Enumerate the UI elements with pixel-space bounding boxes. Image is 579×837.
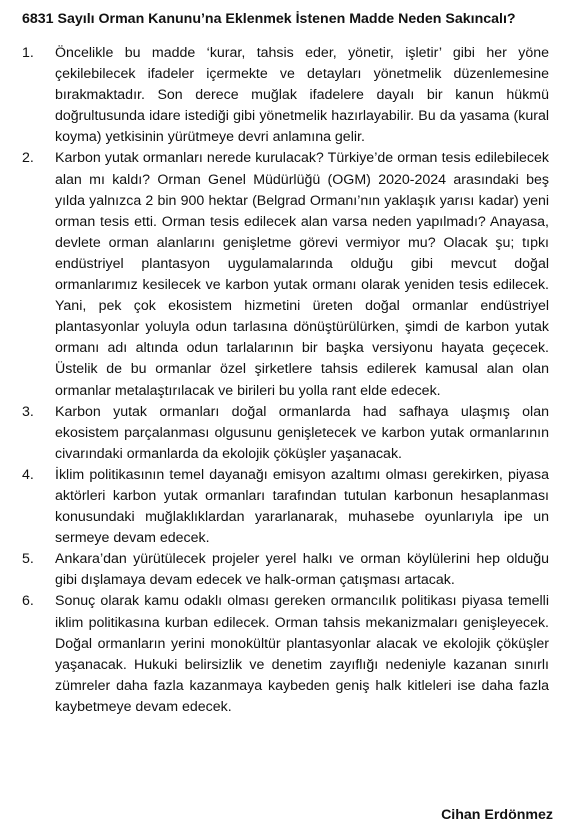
list-item-text: Öncelikle bu madde ‘kurar, tahsis eder, yönetir, işletir’ gibi her yöne çekilebilecek ifadeler içermekte ve detayları yönetmelik düzenlemesine bırakmaktadır. Son derece muğlak ifadelere dayalı bir kanun hükmü doğrultusunda idare istediği gibi yönetmelik hazırlayabilir. Bu da yasama (kural koyma) yetkisinin yürütmeye devri anlamına gelir. [55,45,549,146]
author-name: Cihan Erdönmez [441,807,553,823]
list-item-number: 1. [22,45,34,61]
list-item [22,549,549,591]
list-item-number: 3. [22,403,34,420]
list-item-number: 6. [22,593,34,610]
list-item [22,148,549,401]
list-item-text: Karbon yutak ormanları nerede kurulacak? Türkiye’de orman tesis edilebilecek alan mı kaldı? Orman Genel Müdürlüğü (OGM) 2020-2024 arasındaki beş yılda yalnızca 2 bin 900 hektar (Belgrad Ormanı’nın yaklaşık yarısı kadar) yeni orman tesis etti. Orman tesis edilecek alan varsa neden yapılmadı? Anayasa, devlete orman alanlarını genişletme görevi vermiyor mu? Olacak şu; tıpkı endüstriyel plantasyon uygulamalarında olduğu gibi mevcut doğal ormanlarımız kesilecek ve karbon yutak ormanı olarak yeniden tesis edilecek. Yani, pek çok ekosistem hizmetini üreten doğal ormanlar endüstriyel plantasyonlar yoluyla odun tarlasına dönüştürülürken, şimdi de karbon yutak ormanı adı altında odun tarlalarının bir başka versiyonu hayata geçecek. Üstelik de bu ormanlar özel şirketlere tahsis edilerek kamusal alan olan ormanlar metalaştırılacak ve birileri bu yolla rant elde edecek. [55,150,549,399]
list-item-number: 2. [22,150,34,167]
list-item-text: Karbon yutak ormanları doğal ormanlarda had safhaya ulaşmış olan ekosistem parçalanması olgusunu genişletecek ve karbon yutak ormanlarının civarındaki ormanlarda da ekolojik çöküşler yaşanacak. [55,403,549,462]
list-item-text: Sonuç olarak kamu odaklı olması gereken ormancılık politikası piyasa temelli iklim politikasına kurban edilecek. Orman tahsis mekanizmaları genişleyecek. Doğal ormanların yerini monokültür plantasyonlar alacak ve ekolojik çöküşler yaşanacak. Hukuki belirsizlik ve denetim zayıflığı nedeniyle kazanan sınırlı zümreler daha fazla kazanmaya kaybeden geniş halk kitleleri ise daha fazla kaybetmeye devam edecek. [55,593,549,715]
document-title: 6831 Sayılı Orman Kanunu’na Eklenmek İstenen Madde Neden Sakıncalı? [22,11,516,27]
list-item-number: 4. [22,466,34,483]
numbered-list [22,43,549,718]
list-item-text: Ankara’dan yürütülecek projeler yerel halkı ve orman köylülerini hep olduğu gibi dışlamaya devam edecek ve halk-orman çatışması artacak. [55,551,549,589]
list-item [22,43,549,148]
list-item [22,402,549,465]
list-item [22,465,549,549]
list-item-number: 5. [22,551,34,568]
list-item-text: İklim politikasının temel dayanağı emisyon azaltımı olması gerekirken, piyasa aktörleri karbon yutak ormanları tarafından tutulan karbonun hesaplanması konusundaki muğlaklıklardan yararlanarak, muhasebe oyunlarıyla ipe un sermeye devam edecek. [55,466,549,547]
list-item [22,591,549,718]
